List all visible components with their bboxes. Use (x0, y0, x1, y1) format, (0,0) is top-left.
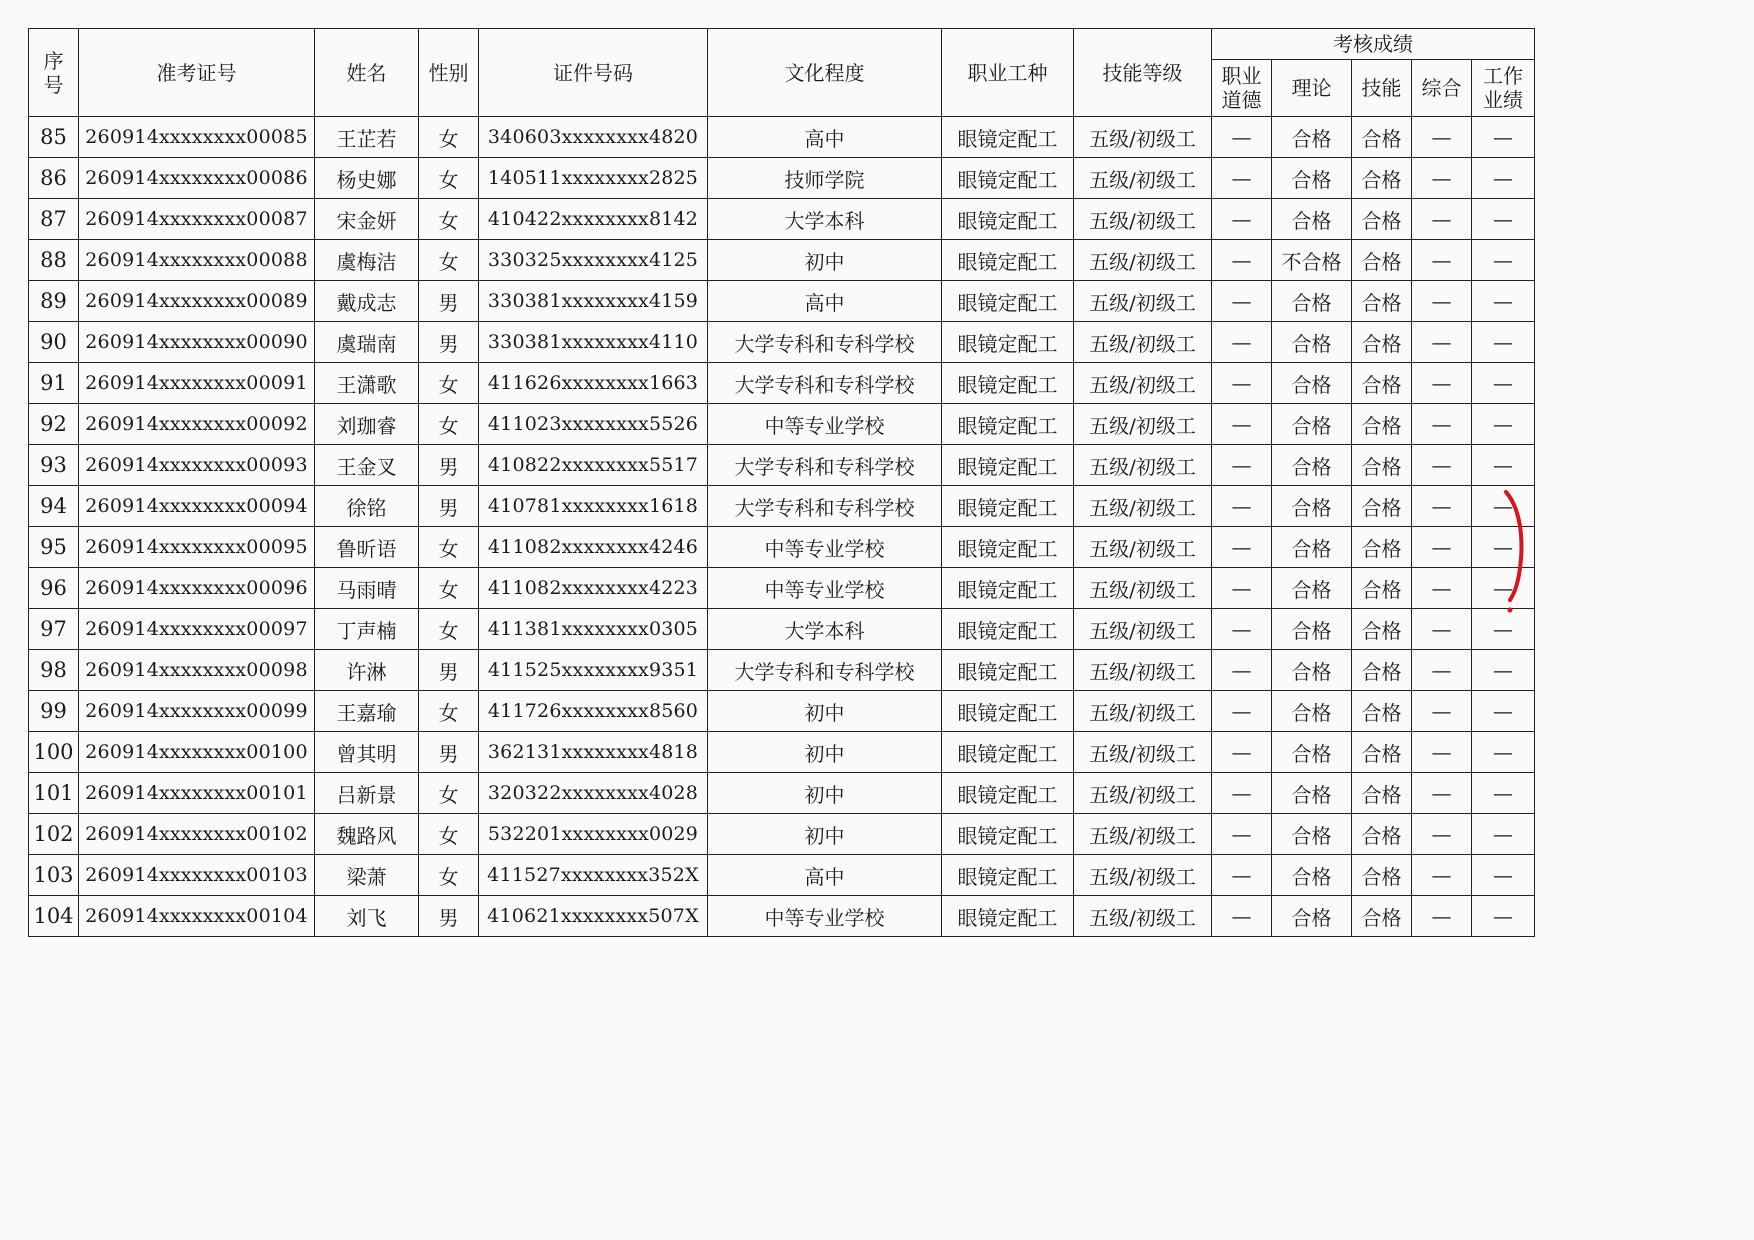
cell-comprehensive: — (1412, 814, 1472, 855)
cell-skill: 合格 (1352, 404, 1412, 445)
cell-seq: 97 (29, 609, 79, 650)
cell-theory: 合格 (1272, 117, 1352, 158)
cell-education: 大学本科 (708, 199, 942, 240)
cell-theory: 合格 (1272, 814, 1352, 855)
cell-skill: 合格 (1352, 773, 1412, 814)
cell-theory: 合格 (1272, 691, 1352, 732)
cell-comprehensive: — (1412, 117, 1472, 158)
table-row (29, 445, 1535, 486)
cell-ethics: — (1212, 732, 1272, 773)
header-seq: 序 号 (29, 29, 79, 117)
cell-skill-level: 五级/初级工 (1074, 445, 1212, 486)
cell-ticket-no: 260914xxxxxxxx00099 (79, 691, 315, 732)
cell-work-performance: — (1472, 199, 1535, 240)
table-row (29, 322, 1535, 363)
cell-gender: 女 (419, 568, 479, 609)
cell-name: 吕新景 (315, 773, 419, 814)
cell-id-no: 411626xxxxxxxx1663 (479, 363, 708, 404)
cell-education: 初中 (708, 773, 942, 814)
cell-ticket-no: 260914xxxxxxxx00100 (79, 732, 315, 773)
cell-ticket-no: 260914xxxxxxxx00104 (79, 896, 315, 937)
cell-ethics: — (1212, 650, 1272, 691)
cell-gender: 男 (419, 732, 479, 773)
cell-skill: 合格 (1352, 322, 1412, 363)
cell-education: 中等专业学校 (708, 568, 942, 609)
cell-seq: 96 (29, 568, 79, 609)
table-row (29, 117, 1535, 158)
cell-id-no: 411381xxxxxxxx0305 (479, 609, 708, 650)
cell-comprehensive: — (1412, 527, 1472, 568)
cell-name: 王嘉瑜 (315, 691, 419, 732)
cell-occupation: 眼镜定配工 (942, 240, 1074, 281)
cell-occupation: 眼镜定配工 (942, 363, 1074, 404)
cell-id-no: 410822xxxxxxxx5517 (479, 445, 708, 486)
cell-name: 虞瑞南 (315, 322, 419, 363)
cell-occupation: 眼镜定配工 (942, 773, 1074, 814)
cell-skill-level: 五级/初级工 (1074, 691, 1212, 732)
cell-seq: 99 (29, 691, 79, 732)
cell-theory: 合格 (1272, 445, 1352, 486)
cell-education: 中等专业学校 (708, 404, 942, 445)
cell-occupation: 眼镜定配工 (942, 158, 1074, 199)
cell-name: 许淋 (315, 650, 419, 691)
cell-ticket-no: 260914xxxxxxxx00094 (79, 486, 315, 527)
cell-seq: 101 (29, 773, 79, 814)
cell-comprehensive: — (1412, 732, 1472, 773)
cell-skill: 合格 (1352, 527, 1412, 568)
cell-ethics: — (1212, 199, 1272, 240)
cell-name: 王金叉 (315, 445, 419, 486)
cell-work-performance: — (1472, 527, 1535, 568)
table-row (29, 691, 1535, 732)
cell-education: 大学专科和专科学校 (708, 363, 942, 404)
cell-comprehensive: — (1412, 445, 1472, 486)
cell-id-no: 411023xxxxxxxx5526 (479, 404, 708, 445)
cell-theory: 合格 (1272, 322, 1352, 363)
cell-name: 虞梅洁 (315, 240, 419, 281)
cell-skill-level: 五级/初级工 (1074, 158, 1212, 199)
table-row (29, 404, 1535, 445)
cell-work-performance: — (1472, 814, 1535, 855)
cell-theory: 不合格 (1272, 240, 1352, 281)
cell-comprehensive: — (1412, 486, 1472, 527)
cell-occupation: 眼镜定配工 (942, 896, 1074, 937)
header-education: 文化程度 (708, 29, 942, 117)
cell-id-no: 410621xxxxxxxx507X (479, 896, 708, 937)
exam-results-table (28, 28, 1535, 937)
cell-id-no: 411082xxxxxxxx4246 (479, 527, 708, 568)
cell-skill: 合格 (1352, 486, 1412, 527)
cell-ticket-no: 260914xxxxxxxx00091 (79, 363, 315, 404)
cell-theory: 合格 (1272, 896, 1352, 937)
cell-work-performance: — (1472, 896, 1535, 937)
cell-skill-level: 五级/初级工 (1074, 240, 1212, 281)
cell-seq: 86 (29, 158, 79, 199)
cell-skill-level: 五级/初级工 (1074, 486, 1212, 527)
cell-work-performance: — (1472, 568, 1535, 609)
cell-work-performance: — (1472, 445, 1535, 486)
cell-education: 高中 (708, 281, 942, 322)
cell-gender: 女 (419, 404, 479, 445)
cell-skill-level: 五级/初级工 (1074, 404, 1212, 445)
cell-occupation: 眼镜定配工 (942, 404, 1074, 445)
cell-seq: 90 (29, 322, 79, 363)
table-row (29, 609, 1535, 650)
cell-education: 中等专业学校 (708, 527, 942, 568)
cell-comprehensive: — (1412, 650, 1472, 691)
cell-ethics: — (1212, 158, 1272, 199)
cell-theory: 合格 (1272, 158, 1352, 199)
cell-id-no: 532201xxxxxxxx0029 (479, 814, 708, 855)
table-row (29, 773, 1535, 814)
table-row (29, 199, 1535, 240)
cell-ticket-no: 260914xxxxxxxx00097 (79, 609, 315, 650)
cell-ethics: — (1212, 896, 1272, 937)
cell-skill: 合格 (1352, 363, 1412, 404)
cell-id-no: 362131xxxxxxxx4818 (479, 732, 708, 773)
cell-occupation: 眼镜定配工 (942, 650, 1074, 691)
table-row (29, 814, 1535, 855)
cell-ethics: — (1212, 773, 1272, 814)
cell-comprehensive: — (1412, 773, 1472, 814)
cell-ethics: — (1212, 281, 1272, 322)
cell-occupation: 眼镜定配工 (942, 486, 1074, 527)
cell-education: 高中 (708, 117, 942, 158)
cell-skill: 合格 (1352, 445, 1412, 486)
cell-name: 王潇歌 (315, 363, 419, 404)
cell-ethics: — (1212, 445, 1272, 486)
header-skill: 技能 (1352, 60, 1412, 117)
cell-ticket-no: 260914xxxxxxxx00090 (79, 322, 315, 363)
cell-theory: 合格 (1272, 199, 1352, 240)
cell-education: 初中 (708, 814, 942, 855)
cell-gender: 女 (419, 199, 479, 240)
cell-theory: 合格 (1272, 486, 1352, 527)
cell-ethics: — (1212, 322, 1272, 363)
cell-skill-level: 五级/初级工 (1074, 527, 1212, 568)
header-ticket-no: 准考证号 (79, 29, 315, 117)
cell-education: 大学专科和专科学校 (708, 650, 942, 691)
cell-id-no: 410422xxxxxxxx8142 (479, 199, 708, 240)
cell-education: 大学专科和专科学校 (708, 486, 942, 527)
cell-ticket-no: 260914xxxxxxxx00096 (79, 568, 315, 609)
cell-theory: 合格 (1272, 527, 1352, 568)
cell-gender: 女 (419, 117, 479, 158)
cell-comprehensive: — (1412, 281, 1472, 322)
header-occupation: 职业工种 (942, 29, 1074, 117)
cell-work-performance: — (1472, 117, 1535, 158)
cell-work-performance: — (1472, 240, 1535, 281)
cell-work-performance: — (1472, 855, 1535, 896)
cell-name: 马雨晴 (315, 568, 419, 609)
cell-id-no: 330325xxxxxxxx4125 (479, 240, 708, 281)
cell-skill-level: 五级/初级工 (1074, 117, 1212, 158)
cell-name: 梁萧 (315, 855, 419, 896)
header-work-performance: 工作 业绩 (1472, 60, 1535, 117)
cell-work-performance: — (1472, 281, 1535, 322)
cell-ethics: — (1212, 609, 1272, 650)
cell-gender: 女 (419, 158, 479, 199)
cell-education: 大学专科和专科学校 (708, 322, 942, 363)
cell-ethics: — (1212, 855, 1272, 896)
cell-comprehensive: — (1412, 855, 1472, 896)
header-theory: 理论 (1272, 60, 1352, 117)
cell-theory: 合格 (1272, 855, 1352, 896)
cell-theory: 合格 (1272, 363, 1352, 404)
table-row (29, 650, 1535, 691)
cell-skill: 合格 (1352, 855, 1412, 896)
cell-skill: 合格 (1352, 568, 1412, 609)
cell-theory: 合格 (1272, 568, 1352, 609)
cell-name: 鲁昕语 (315, 527, 419, 568)
cell-gender: 男 (419, 896, 479, 937)
table-header (29, 29, 1535, 117)
table-row (29, 896, 1535, 937)
cell-seq: 94 (29, 486, 79, 527)
cell-ticket-no: 260914xxxxxxxx00102 (79, 814, 315, 855)
cell-occupation: 眼镜定配工 (942, 855, 1074, 896)
cell-work-performance: — (1472, 732, 1535, 773)
cell-work-performance: — (1472, 773, 1535, 814)
cell-gender: 男 (419, 322, 479, 363)
cell-skill: 合格 (1352, 650, 1412, 691)
cell-skill: 合格 (1352, 814, 1412, 855)
cell-education: 中等专业学校 (708, 896, 942, 937)
cell-theory: 合格 (1272, 404, 1352, 445)
cell-skill: 合格 (1352, 609, 1412, 650)
cell-work-performance: — (1472, 322, 1535, 363)
cell-gender: 女 (419, 691, 479, 732)
cell-comprehensive: — (1412, 199, 1472, 240)
cell-skill: 合格 (1352, 896, 1412, 937)
cell-gender: 男 (419, 486, 479, 527)
header-assessment-group: 考核成绩 (1212, 29, 1535, 60)
cell-skill-level: 五级/初级工 (1074, 281, 1212, 322)
cell-seq: 98 (29, 650, 79, 691)
cell-work-performance: — (1472, 650, 1535, 691)
cell-ethics: — (1212, 117, 1272, 158)
cell-education: 大学本科 (708, 609, 942, 650)
cell-ethics: — (1212, 814, 1272, 855)
cell-occupation: 眼镜定配工 (942, 568, 1074, 609)
cell-id-no: 140511xxxxxxxx2825 (479, 158, 708, 199)
cell-seq: 89 (29, 281, 79, 322)
cell-comprehensive: — (1412, 322, 1472, 363)
cell-occupation: 眼镜定配工 (942, 527, 1074, 568)
cell-work-performance: — (1472, 691, 1535, 732)
cell-gender: 女 (419, 773, 479, 814)
cell-name: 曾其明 (315, 732, 419, 773)
cell-name: 王芷若 (315, 117, 419, 158)
cell-skill-level: 五级/初级工 (1074, 568, 1212, 609)
cell-ticket-no: 260914xxxxxxxx00086 (79, 158, 315, 199)
cell-skill-level: 五级/初级工 (1074, 732, 1212, 773)
cell-theory: 合格 (1272, 650, 1352, 691)
cell-id-no: 330381xxxxxxxx4159 (479, 281, 708, 322)
cell-theory: 合格 (1272, 732, 1352, 773)
cell-education: 技师学院 (708, 158, 942, 199)
cell-occupation: 眼镜定配工 (942, 117, 1074, 158)
cell-id-no: 340603xxxxxxxx4820 (479, 117, 708, 158)
cell-comprehensive: — (1412, 158, 1472, 199)
cell-id-no: 411726xxxxxxxx8560 (479, 691, 708, 732)
cell-seq: 104 (29, 896, 79, 937)
cell-education: 初中 (708, 732, 942, 773)
cell-comprehensive: — (1412, 568, 1472, 609)
cell-skill-level: 五级/初级工 (1074, 814, 1212, 855)
cell-name: 宋金妍 (315, 199, 419, 240)
cell-seq: 102 (29, 814, 79, 855)
red-pen-mark (1500, 478, 1540, 618)
table-row (29, 732, 1535, 773)
cell-seq: 100 (29, 732, 79, 773)
cell-gender: 女 (419, 814, 479, 855)
cell-ethics: — (1212, 240, 1272, 281)
cell-seq: 88 (29, 240, 79, 281)
cell-name: 丁声楠 (315, 609, 419, 650)
cell-ethics: — (1212, 404, 1272, 445)
cell-theory: 合格 (1272, 609, 1352, 650)
cell-id-no: 320322xxxxxxxx4028 (479, 773, 708, 814)
cell-seq: 103 (29, 855, 79, 896)
cell-name: 徐铭 (315, 486, 419, 527)
cell-skill-level: 五级/初级工 (1074, 609, 1212, 650)
cell-seq: 91 (29, 363, 79, 404)
cell-seq: 92 (29, 404, 79, 445)
cell-gender: 女 (419, 527, 479, 568)
cell-gender: 男 (419, 281, 479, 322)
cell-skill-level: 五级/初级工 (1074, 322, 1212, 363)
cell-ticket-no: 260914xxxxxxxx00092 (79, 404, 315, 445)
cell-id-no: 411527xxxxxxxx352X (479, 855, 708, 896)
cell-ethics: — (1212, 363, 1272, 404)
cell-occupation: 眼镜定配工 (942, 322, 1074, 363)
table-row (29, 527, 1535, 568)
cell-comprehensive: — (1412, 240, 1472, 281)
cell-education: 初中 (708, 691, 942, 732)
cell-comprehensive: — (1412, 691, 1472, 732)
cell-occupation: 眼镜定配工 (942, 609, 1074, 650)
cell-work-performance: — (1472, 404, 1535, 445)
cell-ticket-no: 260914xxxxxxxx00098 (79, 650, 315, 691)
cell-skill: 合格 (1352, 240, 1412, 281)
cell-ticket-no: 260914xxxxxxxx00087 (79, 199, 315, 240)
cell-gender: 女 (419, 240, 479, 281)
cell-theory: 合格 (1272, 773, 1352, 814)
cell-ethics: — (1212, 527, 1272, 568)
cell-comprehensive: — (1412, 363, 1472, 404)
cell-ticket-no: 260914xxxxxxxx00101 (79, 773, 315, 814)
cell-occupation: 眼镜定配工 (942, 814, 1074, 855)
table-body (29, 117, 1535, 937)
cell-occupation: 眼镜定配工 (942, 445, 1074, 486)
header-comprehensive: 综合 (1412, 60, 1472, 117)
cell-ticket-no: 260914xxxxxxxx00088 (79, 240, 315, 281)
cell-education: 大学专科和专科学校 (708, 445, 942, 486)
cell-ethics: — (1212, 568, 1272, 609)
cell-skill: 合格 (1352, 691, 1412, 732)
table-row (29, 281, 1535, 322)
cell-name: 魏路风 (315, 814, 419, 855)
cell-skill: 合格 (1352, 199, 1412, 240)
cell-skill-level: 五级/初级工 (1074, 199, 1212, 240)
cell-theory: 合格 (1272, 281, 1352, 322)
cell-ethics: — (1212, 486, 1272, 527)
cell-education: 高中 (708, 855, 942, 896)
cell-id-no: 410781xxxxxxxx1618 (479, 486, 708, 527)
cell-seq: 93 (29, 445, 79, 486)
cell-ticket-no: 260914xxxxxxxx00103 (79, 855, 315, 896)
cell-skill: 合格 (1352, 281, 1412, 322)
table-row (29, 486, 1535, 527)
header-id-no: 证件号码 (479, 29, 708, 117)
cell-gender: 女 (419, 855, 479, 896)
table-row (29, 568, 1535, 609)
cell-comprehensive: — (1412, 404, 1472, 445)
cell-occupation: 眼镜定配工 (942, 199, 1074, 240)
cell-skill: 合格 (1352, 117, 1412, 158)
header-skill-level: 技能等级 (1074, 29, 1212, 117)
header-ethics: 职业 道德 (1212, 60, 1272, 117)
cell-skill: 合格 (1352, 732, 1412, 773)
cell-skill-level: 五级/初级工 (1074, 855, 1212, 896)
cell-name: 刘飞 (315, 896, 419, 937)
cell-seq: 85 (29, 117, 79, 158)
cell-gender: 女 (419, 609, 479, 650)
cell-work-performance: — (1472, 609, 1535, 650)
cell-ticket-no: 260914xxxxxxxx00095 (79, 527, 315, 568)
roster-sheet (28, 28, 1535, 937)
cell-seq: 95 (29, 527, 79, 568)
cell-skill-level: 五级/初级工 (1074, 896, 1212, 937)
cell-occupation: 眼镜定配工 (942, 732, 1074, 773)
cell-work-performance: — (1472, 486, 1535, 527)
cell-id-no: 411525xxxxxxxx9351 (479, 650, 708, 691)
table-row (29, 240, 1535, 281)
cell-ticket-no: 260914xxxxxxxx00093 (79, 445, 315, 486)
cell-gender: 男 (419, 445, 479, 486)
cell-work-performance: — (1472, 363, 1535, 404)
cell-work-performance: — (1472, 158, 1535, 199)
cell-gender: 男 (419, 650, 479, 691)
table-row (29, 158, 1535, 199)
cell-skill-level: 五级/初级工 (1074, 363, 1212, 404)
cell-name: 戴成志 (315, 281, 419, 322)
cell-seq: 87 (29, 199, 79, 240)
cell-gender: 女 (419, 363, 479, 404)
cell-id-no: 411082xxxxxxxx4223 (479, 568, 708, 609)
cell-comprehensive: — (1412, 609, 1472, 650)
cell-skill: 合格 (1352, 158, 1412, 199)
cell-occupation: 眼镜定配工 (942, 691, 1074, 732)
cell-skill-level: 五级/初级工 (1074, 773, 1212, 814)
header-name: 姓名 (315, 29, 419, 117)
cell-skill-level: 五级/初级工 (1074, 650, 1212, 691)
cell-ticket-no: 260914xxxxxxxx00089 (79, 281, 315, 322)
table-row (29, 855, 1535, 896)
cell-ethics: — (1212, 691, 1272, 732)
table-row (29, 363, 1535, 404)
header-gender: 性别 (419, 29, 479, 117)
cell-name: 刘珈睿 (315, 404, 419, 445)
cell-ticket-no: 260914xxxxxxxx00085 (79, 117, 315, 158)
cell-comprehensive: — (1412, 896, 1472, 937)
cell-id-no: 330381xxxxxxxx4110 (479, 322, 708, 363)
cell-name: 杨史娜 (315, 158, 419, 199)
cell-occupation: 眼镜定配工 (942, 281, 1074, 322)
cell-education: 初中 (708, 240, 942, 281)
